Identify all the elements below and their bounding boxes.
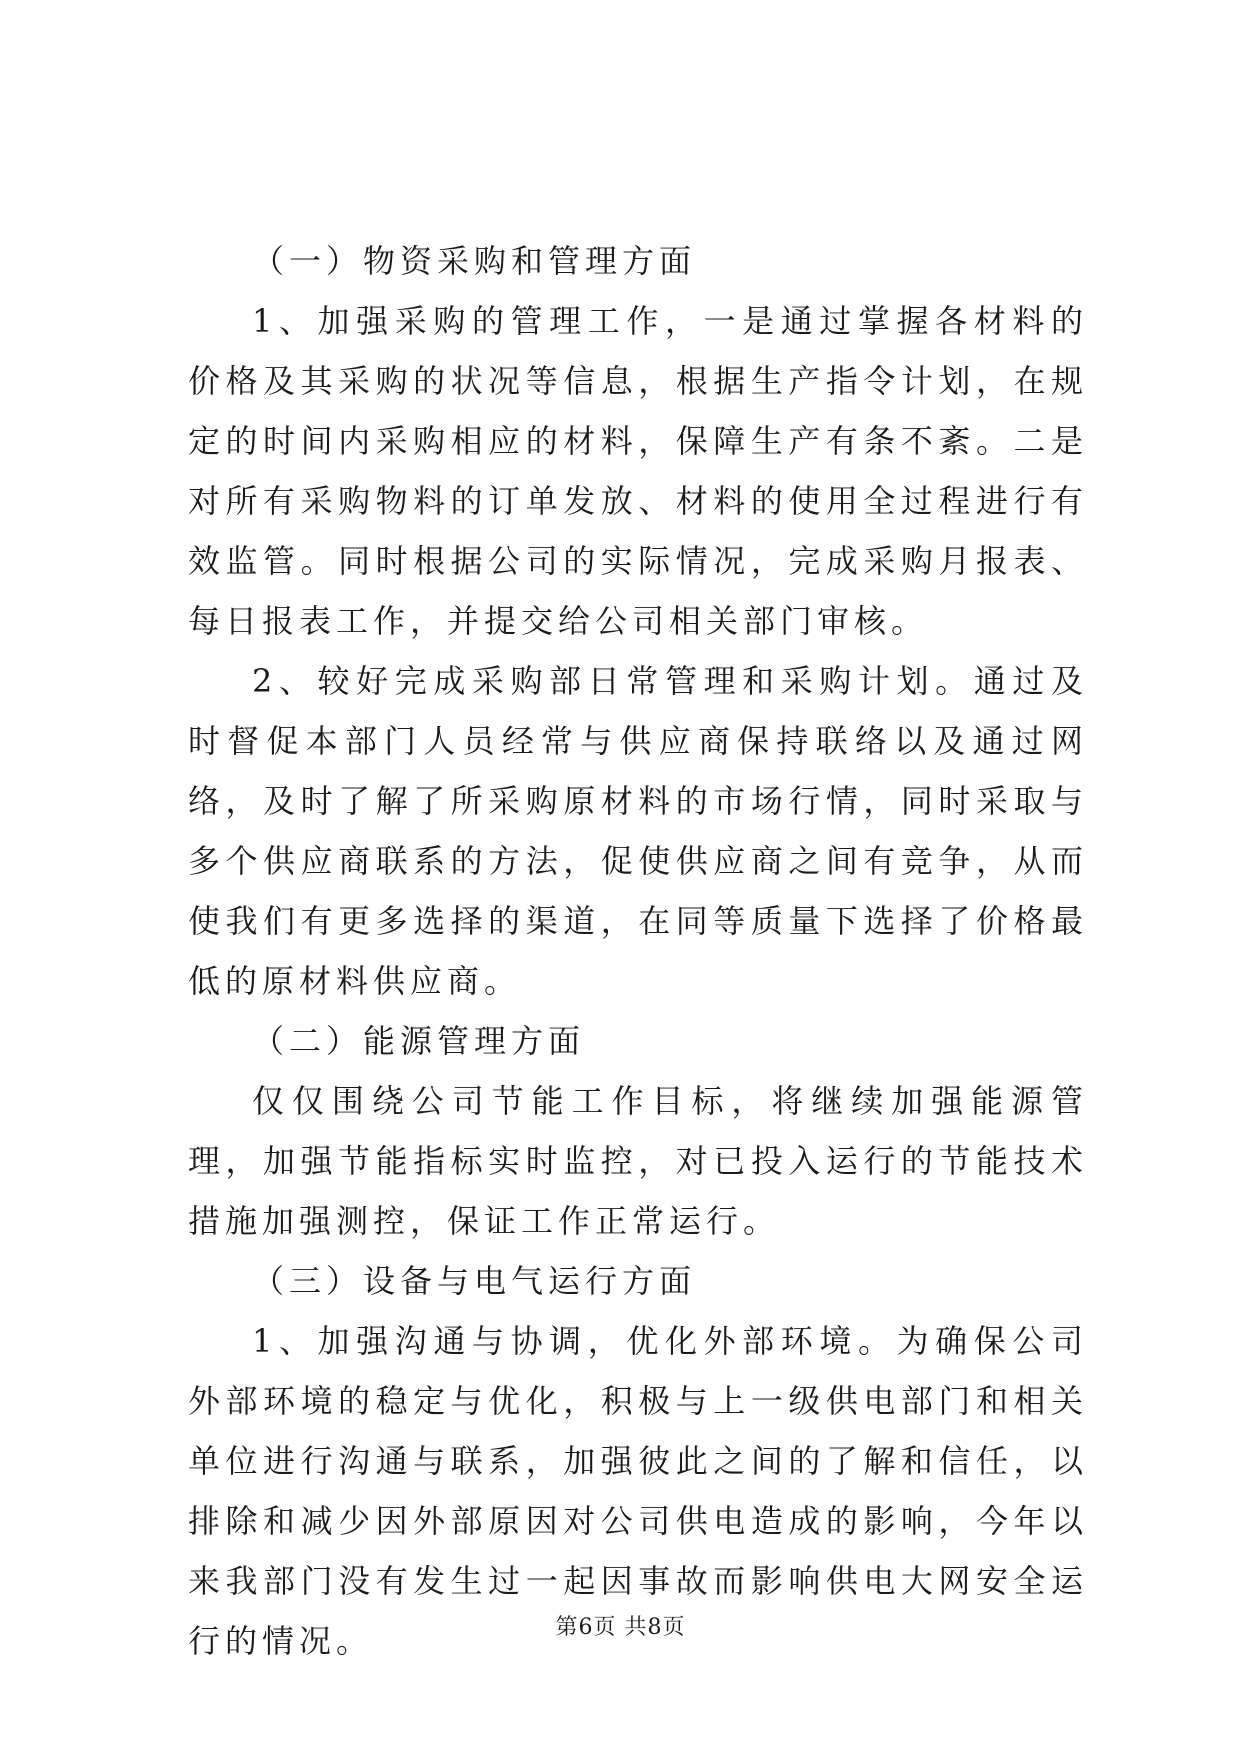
paragraph-1-2: 2、较好完成采购部日常管理和采购计划。通过及时督促本部门人员经常与供应商保持联络以及通过网络，及时了解了所采购原材料的市场行情，同时采取与多个供应商联系的方法，促使供应商之间有竞争，从而使我们有更多选择的渠道，在同等质量下选择了价格最低的原材料供应商。 <box>188 662 1088 1000</box>
paragraph-2-1: 仅仅围绕公司节能工作目标，将继续加强能源管理，加强节能指标实时监控，对已投入运行的节能技术措施加强测控，保证工作正常运行。 <box>188 1082 1088 1240</box>
page-number-footer: 第6页 共8页 <box>555 1615 686 1640</box>
document-body <box>188 231 1088 1671</box>
section-heading-3: （三）设备与电气运行方面 <box>252 1262 697 1300</box>
section-heading-2: （二）能源管理方面 <box>252 1022 586 1060</box>
section-heading-1: （一）物资采购和管理方面 <box>252 242 697 280</box>
paragraph-3-1: 1、加强沟通与协调，优化外部环境。为确保公司外部环境的稳定与优化，积极与上一级供电部门和相关单位进行沟通与联系，加强彼此之间的了解和信任，以排除和减少因外部原因对公司供电造成的影响，今年以来我部门没有发生过一起因事故而影响供电大网安全运行的情况。 <box>188 1322 1088 1660</box>
paragraph-1-1: 1、加强采购的管理工作，一是通过掌握各材料的价格及其采购的状况等信息，根据生产指令计划，在规定的时间内采购相应的材料，保障生产有条不紊。二是对所有采购物料的订单发放、材料的使用全过程进行有效监管。同时根据公司的实际情况，完成采购月报表、每日报表工作，并提交给公司相关部门审核。 <box>188 302 1088 640</box>
